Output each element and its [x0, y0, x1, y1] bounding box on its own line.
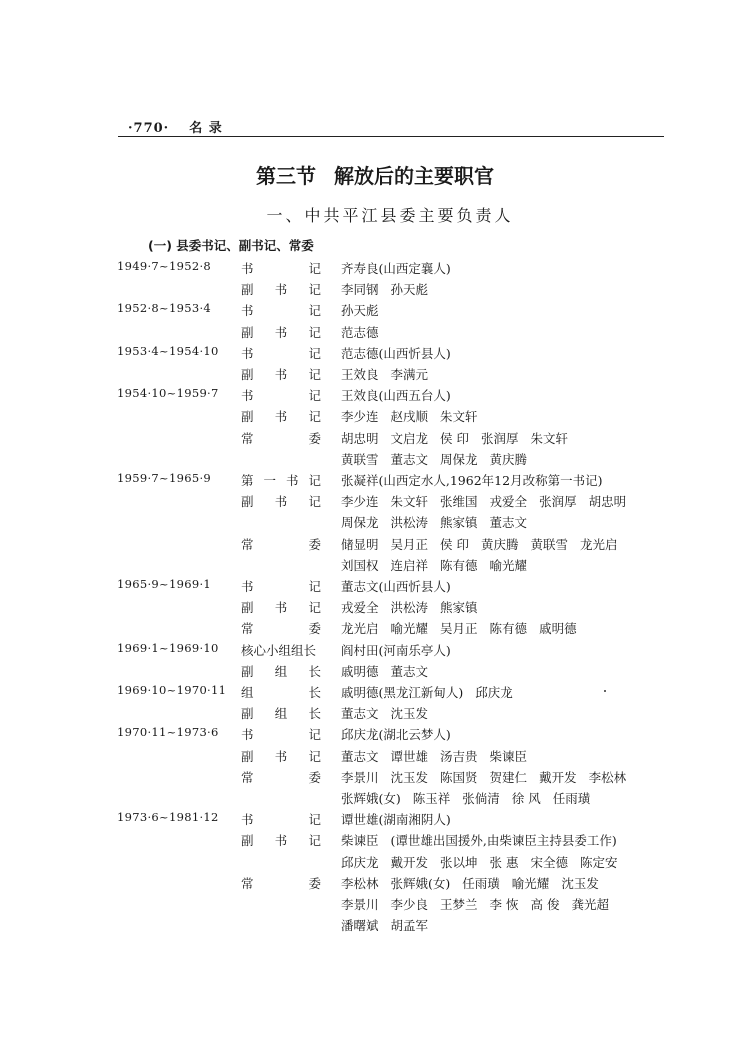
official-name: 谭世雄 — [390, 748, 429, 764]
official-name: 董志文 — [390, 663, 429, 679]
official-name: 王梦兰 — [440, 897, 478, 912]
section-number: 第三节 — [256, 164, 316, 188]
official-names — [341, 683, 525, 701]
official-name: 王效良(山西五台人) — [341, 388, 451, 404]
entry-row — [0, 662, 750, 682]
official-name: 刘国权 — [341, 557, 379, 573]
official-name: 陈有德 — [440, 557, 478, 573]
entry-row — [0, 598, 750, 618]
official-name: 龙光启 — [580, 536, 618, 552]
official-names — [341, 280, 440, 298]
official-name: 喻光耀 — [390, 621, 429, 637]
official-name: 侯 印 — [440, 430, 470, 446]
official-name: 范志德 — [341, 324, 379, 340]
position-title: 书 记 — [241, 727, 321, 743]
official-names — [341, 259, 463, 277]
entry-row — [0, 323, 750, 343]
official-name: 洪松涛 — [390, 515, 429, 531]
official-name: 董志文(山西忻县人) — [341, 579, 451, 594]
official-name: 董志文 — [489, 515, 528, 531]
official-name: 孙天彪 — [341, 303, 379, 319]
entry-row — [0, 450, 750, 470]
entry-row — [0, 619, 750, 639]
position-title: 常 委 — [241, 430, 321, 446]
official-name: 喻光耀 — [511, 875, 550, 891]
official-name: 朱文轩 — [440, 409, 478, 425]
official-name: 张凝祥(山西定水人,1962年12月改称第一书记) — [341, 473, 603, 488]
official-names — [341, 662, 440, 680]
official-name: 邱庆龙(湖北云梦人) — [341, 727, 451, 743]
official-name: 范志德(山西忻县人) — [341, 345, 451, 361]
official-name: 文启龙 — [390, 430, 429, 446]
entry-row — [0, 683, 750, 703]
official-name: 李同钢 — [341, 282, 379, 298]
entry-row — [0, 259, 750, 279]
position-title: 副 书 记 — [241, 833, 321, 849]
position-title: 副 书 记 — [241, 324, 321, 340]
official-name: 任雨璜 — [552, 791, 591, 806]
header-rule — [118, 136, 664, 137]
position-title: 副 书 记 — [241, 600, 321, 616]
official-name: 张以坤 — [440, 854, 478, 870]
official-name: 龙光启 — [341, 621, 379, 637]
official-name: 连启祥 — [390, 557, 429, 573]
entry-row — [0, 407, 750, 427]
section-name: 解放后的主要职官 — [334, 164, 494, 188]
entry-row — [0, 874, 750, 894]
official-name: 沈玉发 — [561, 875, 599, 891]
position-title: 核心小组组长 — [241, 642, 317, 658]
official-names — [341, 407, 490, 425]
official-name: 熊家镇 — [440, 515, 478, 531]
official-name: 周保龙 — [440, 451, 478, 467]
page-number: ·770· — [128, 121, 170, 136]
position-title: 副 书 记 — [241, 409, 321, 425]
position-title: 书 记 — [241, 345, 321, 361]
official-name: 阎村田(河南乐亭人) — [341, 642, 451, 658]
entry-row — [0, 853, 750, 873]
position-title: 常 委 — [241, 621, 321, 637]
category-heading: (一) 县委书记、副书记、常委 — [148, 238, 314, 253]
official-name: 朱文轩 — [390, 494, 429, 510]
position-title: 常 委 — [241, 536, 321, 552]
official-names — [341, 916, 440, 934]
official-names — [341, 895, 621, 913]
entry-row — [0, 301, 750, 321]
official-names — [341, 492, 638, 510]
term-dates: 1969·1~1969·10 — [117, 640, 219, 655]
term-dates: 1952·8~1953·4 — [117, 301, 212, 316]
official-name: 张 惠 — [489, 854, 519, 870]
entry-row — [0, 280, 750, 300]
entry-row — [0, 365, 750, 385]
entry-row — [0, 641, 750, 661]
official-name: 张辉娥(女) — [390, 875, 451, 891]
official-name: 储显明 — [341, 536, 379, 552]
official-name: 周保龙 — [341, 515, 379, 531]
entry-row — [0, 344, 750, 364]
official-names — [341, 301, 391, 319]
official-name: 侯 印 — [440, 536, 470, 552]
position-title: 书 记 — [241, 388, 321, 404]
running-header — [128, 117, 223, 136]
official-name: 李满元 — [390, 367, 429, 382]
official-names — [341, 725, 463, 743]
official-names — [341, 513, 539, 531]
official-names — [341, 323, 391, 341]
official-names — [341, 704, 440, 722]
official-name: 戚明德 — [341, 663, 379, 679]
official-name: 高 俊 — [530, 897, 560, 912]
official-name: 戴开发 — [539, 769, 577, 785]
official-name: 陈定安 — [580, 854, 618, 870]
official-name: 李松林 — [588, 769, 627, 785]
official-name: 王效良 — [341, 367, 379, 382]
term-dates: 1973·6~1981·12 — [117, 810, 219, 825]
official-names — [341, 577, 463, 595]
term-dates: 1965·9~1969·1 — [117, 577, 212, 591]
entry-row — [0, 810, 750, 830]
official-names — [341, 831, 629, 849]
entry-row — [0, 577, 750, 597]
official-name: 洪松涛 — [390, 600, 429, 616]
official-name: 张润厚 — [539, 494, 577, 510]
official-name: 谭世雄(湖南湘阴人) — [341, 812, 451, 828]
official-names — [341, 386, 463, 404]
official-name: 邱庆龙 — [475, 685, 513, 700]
entry-row — [0, 704, 750, 724]
position-title: 副 书 记 — [241, 494, 321, 510]
official-name: 戚明德(黑龙江新甸人) — [341, 685, 464, 700]
entry-row — [0, 386, 750, 406]
official-name: 贺建仁 — [489, 769, 528, 785]
official-name: 李 恢 — [489, 897, 519, 912]
official-name: 潘曙斌 — [341, 918, 379, 934]
position-title: 副 书 记 — [241, 748, 321, 764]
official-name: 黄庆腾 — [489, 451, 528, 467]
term-dates: 1953·4~1954·10 — [117, 343, 219, 358]
official-name: 任雨璜 — [462, 875, 500, 891]
official-names — [341, 429, 580, 447]
official-name: 李景川 — [341, 897, 379, 912]
official-name: 张维国 — [440, 494, 478, 510]
scan-speck — [604, 690, 606, 692]
official-name: 张倘清 — [462, 791, 500, 806]
official-name: 戎爱全 — [341, 600, 379, 616]
official-names — [341, 810, 463, 828]
official-names — [341, 598, 490, 616]
official-name: 邱庆龙 — [341, 854, 379, 870]
term-dates: 1969·10~1970·11 — [117, 683, 227, 697]
official-name: 赵戌顺 — [390, 409, 429, 425]
official-names — [341, 789, 602, 807]
official-name: 龚光超 — [571, 897, 610, 912]
entry-row — [0, 725, 750, 745]
official-name: 李景川 — [341, 769, 379, 785]
position-title: 常 委 — [241, 875, 321, 891]
entry-row — [0, 789, 750, 809]
position-title: 副 组 长 — [241, 706, 321, 722]
official-name: 张润厚 — [481, 430, 519, 446]
official-name: 陈国贤 — [440, 769, 478, 785]
position-title: 第 一 书 记 — [241, 473, 321, 488]
official-name: 董志文 — [341, 706, 379, 722]
official-names — [341, 747, 539, 765]
official-name: 喻光耀 — [489, 557, 528, 573]
official-name: 李少连 — [341, 409, 379, 425]
official-name: 汤吉贵 — [440, 748, 478, 764]
official-names — [341, 641, 463, 659]
official-name: 陈有德 — [489, 621, 528, 637]
official-name: 董志文 — [390, 451, 429, 467]
official-name: 沈玉发 — [390, 769, 429, 785]
entry-row — [0, 535, 750, 555]
official-name: 孙天彪 — [390, 282, 429, 298]
official-name: 柴谏臣 — [489, 748, 528, 764]
entry-row — [0, 429, 750, 449]
entry-row — [0, 747, 750, 767]
entry-row — [0, 471, 750, 491]
official-name: 吴月正 — [390, 536, 429, 552]
entry-row — [0, 768, 750, 788]
official-name: 朱文轩 — [530, 430, 569, 446]
section-title — [0, 160, 750, 189]
term-dates: 1959·7~1965·9 — [117, 471, 212, 485]
official-names — [341, 874, 611, 892]
term-dates: 1949·7~1952·8 — [117, 259, 212, 273]
official-names — [341, 768, 638, 786]
official-name: 李松林 — [341, 875, 379, 891]
official-name: 徐 风 — [511, 791, 541, 806]
official-name: 戚明德 — [539, 621, 577, 637]
position-title: 常 委 — [241, 769, 321, 785]
official-names — [341, 853, 630, 871]
running-section: 名 录 — [189, 121, 223, 136]
position-title: 组 长 — [241, 685, 321, 700]
official-name: 柴谏臣 — [341, 833, 379, 849]
entry-row — [0, 513, 750, 533]
official-name: 黄联雪 — [341, 451, 379, 467]
official-names — [341, 556, 539, 574]
official-names — [341, 344, 463, 362]
official-names — [341, 471, 614, 489]
official-name: 李少连 — [341, 494, 379, 510]
official-name: 熊家镇 — [440, 600, 478, 616]
official-names — [341, 450, 539, 468]
entry-row — [0, 831, 750, 851]
entry-row — [0, 916, 750, 936]
position-title: 书 记 — [241, 261, 321, 276]
term-dates: 1970·11~1973·6 — [117, 725, 219, 740]
official-names — [341, 619, 589, 637]
entry-row — [0, 895, 750, 915]
official-name: 戴开发 — [390, 854, 429, 870]
official-name: 李少良 — [390, 897, 429, 912]
official-names — [341, 535, 630, 553]
position-title: 书 记 — [241, 579, 321, 594]
official-name: 吴月正 — [440, 621, 478, 637]
official-name: 戎爱全 — [489, 494, 528, 510]
official-name: 张辉娥(女) — [341, 791, 401, 806]
position-title: 书 记 — [241, 303, 321, 319]
official-name: (谭世雄出国援外,由柴谏臣主持县委工作) — [390, 833, 617, 849]
official-name: 陈玉祥 — [412, 791, 451, 806]
official-name: 宋全德 — [530, 854, 569, 870]
official-name: 胡忠明 — [588, 494, 627, 510]
official-name: 胡忠明 — [341, 430, 379, 446]
official-name: 董志文 — [341, 748, 379, 764]
official-names — [341, 365, 440, 383]
official-name: 齐寿良(山西定襄人) — [341, 261, 451, 276]
official-name: 沈玉发 — [390, 706, 429, 722]
official-name: 胡孟军 — [390, 918, 429, 934]
position-title: 副 书 记 — [241, 282, 321, 298]
subsection-title: 一、中共平江县委主要负责人 — [266, 206, 514, 225]
term-dates: 1954·10~1959·7 — [117, 386, 219, 401]
entry-row — [0, 556, 750, 576]
official-name: 黄庆腾 — [481, 536, 519, 552]
position-title: 副 组 长 — [241, 663, 321, 679]
position-title: 副 书 记 — [241, 367, 321, 382]
entry-row — [0, 492, 750, 512]
position-title: 书 记 — [241, 812, 321, 828]
official-name: 黄联雪 — [530, 536, 569, 552]
